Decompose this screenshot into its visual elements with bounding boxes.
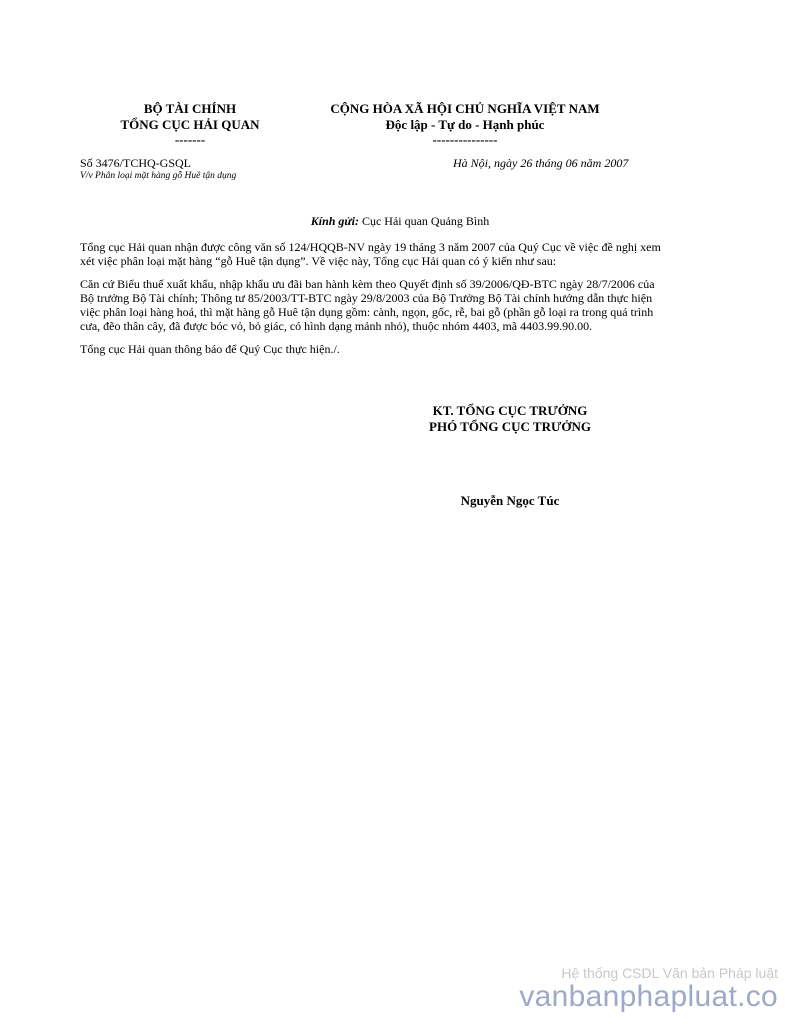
national-motto: Độc lập - Tự do - Hạnh phúc bbox=[385, 117, 545, 132]
paragraph-legal-basis: Căn cứ Biểu thuế xuất khẩu, nhập khẩu ưu đãi ban hành kèm theo Quyết định số 39/2006/QĐ-BTC ngày 28/7/2006 của Bộ trưởng Bộ Tài chính; Thông tư 85/2003/TT-BTC ngày 29/8/2003 của Bộ Trưởng Bộ Tài chính hướng dẫn thực hiện việc phân loại hàng hoá, thì mặt hàng gỗ Huê tận dụng gồm: cành, ngọn, gốc, rễ, bai gỗ (phần gỗ loại ra trong quá trình cưa, đẽo thân cây, đã được bóc vỏ, bỏ giác, có hình dạng mảnh nhỏ), thuộc nhóm 4403, mã 4403.99.90.00. bbox=[80, 277, 655, 333]
body bbox=[80, 240, 665, 356]
national-heading-block bbox=[300, 101, 630, 146]
recipient-line bbox=[80, 214, 720, 228]
department-name: TỔNG CỤC HẢI QUAN bbox=[120, 117, 260, 132]
signature-title-1: KT. TỔNG CỤC TRƯỞNG bbox=[432, 403, 588, 418]
signer-name: Nguyễn Ngọc Túc bbox=[460, 493, 560, 508]
watermark-system-text: Hệ thống CSDL Văn bản Pháp luật bbox=[561, 965, 778, 981]
issuer-divider: ------- bbox=[174, 132, 206, 147]
place-date: Hà Nội, ngày 26 tháng 06 năm 2007 bbox=[453, 156, 629, 170]
issuer-block bbox=[100, 101, 280, 146]
signature-title-2: PHÓ TỔNG CỤC TRƯỞNG bbox=[429, 419, 591, 434]
paragraph-intro: Tổng cục Hải quan nhận được công văn số 124/HQQB-NV ngày 19 tháng 3 năm 2007 của Quý Cục về việc đề nghị xem xét việc phân loại mặt hàng “gỗ Huê tận dụng”. Về việc này, Tổng cục Hải quan có ý kiến như sau: bbox=[80, 240, 661, 268]
recipient-label: Kính gửi: bbox=[310, 214, 359, 228]
national-title: CỘNG HÒA XÃ HỘI CHỦ NGHĨA VIỆT NAM bbox=[330, 101, 600, 116]
document-number: Số 3476/TCHQ-GSQL bbox=[80, 156, 192, 170]
ministry-name: BỘ TÀI CHÍNH bbox=[143, 101, 237, 116]
signature-block bbox=[400, 403, 620, 435]
recipient-name: Cục Hải quan Quảng Bình bbox=[358, 214, 490, 228]
motto-divider: --------------- bbox=[432, 132, 498, 147]
document-subject: V/v Phân loại mặt hàng gỗ Huê tận dụng bbox=[80, 171, 237, 181]
watermark-site-name: vanbanphapluat.co bbox=[519, 980, 778, 1013]
paragraph-closing: Tổng cục Hải quan thông báo để Quý Cục thực hiện./. bbox=[80, 342, 340, 356]
